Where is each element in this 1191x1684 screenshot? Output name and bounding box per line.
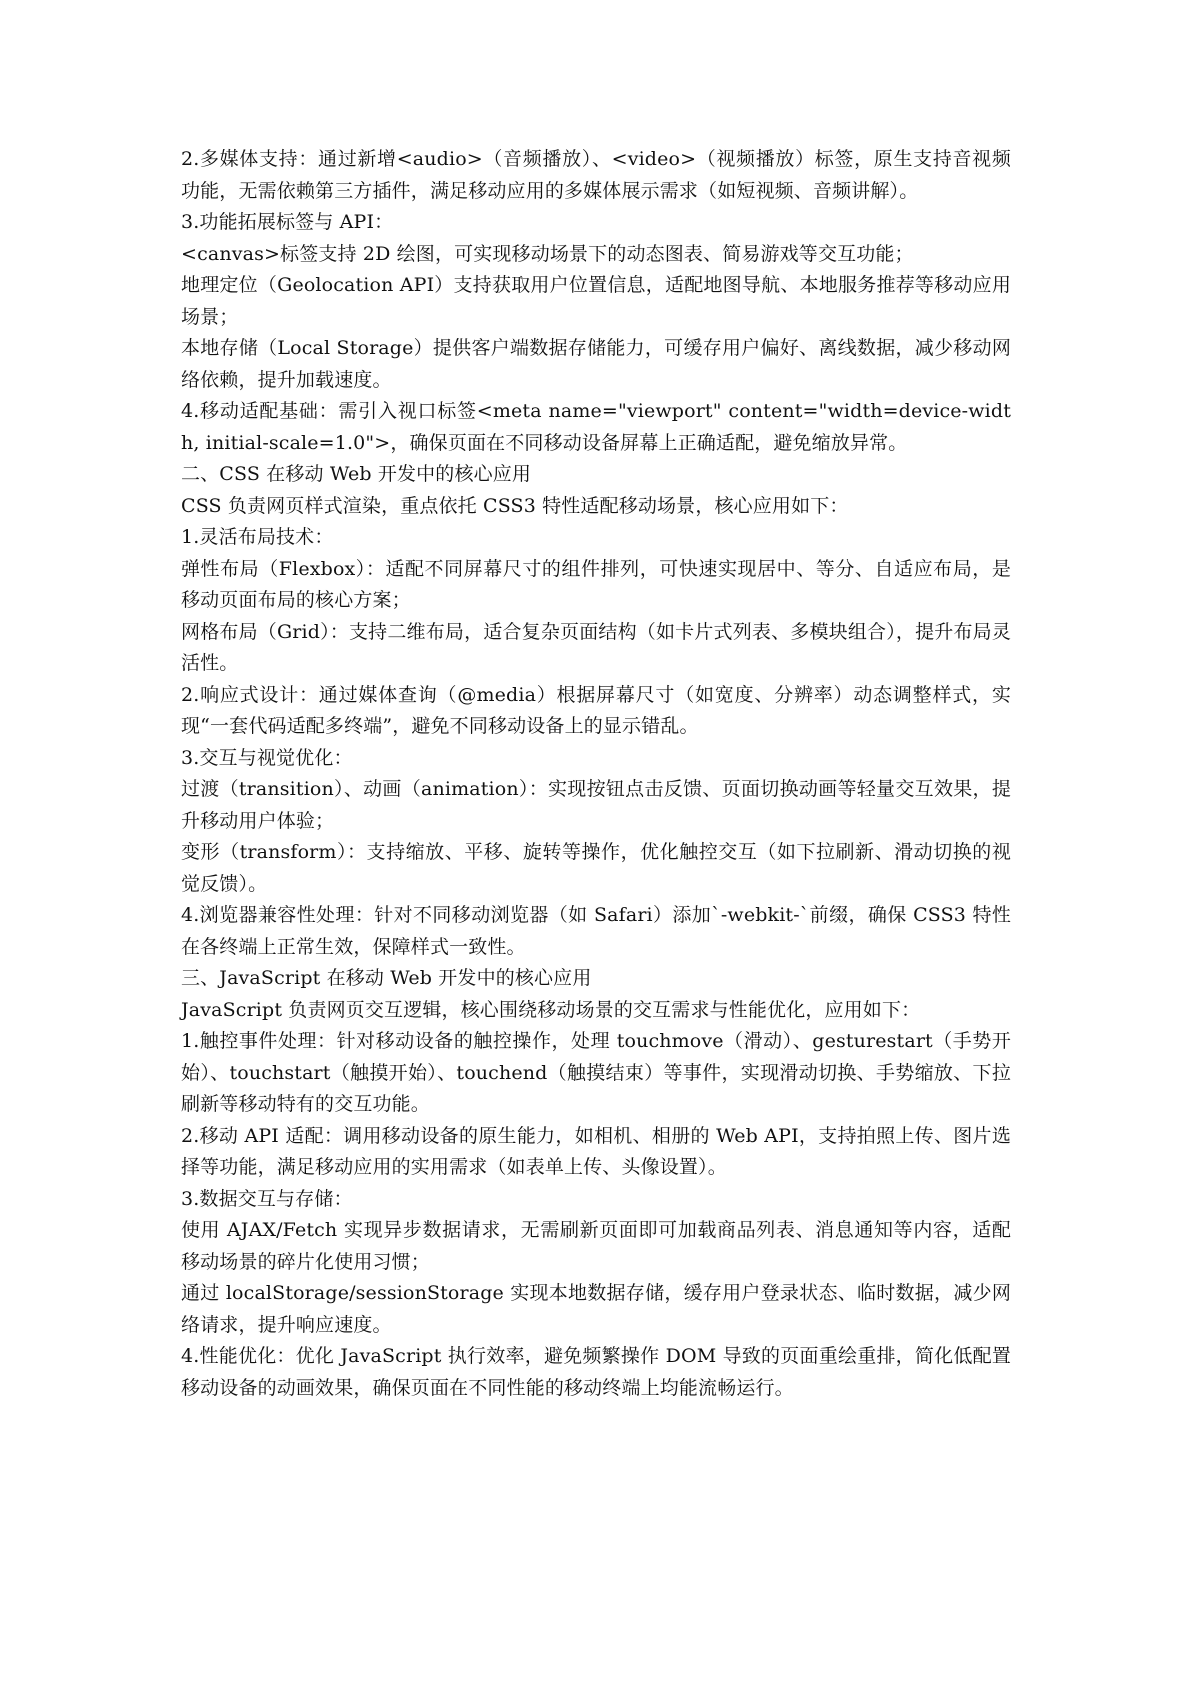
paragraph: 4.浏览器兼容性处理：针对不同移动浏览器（如 Safari）添加`-webkit-`前缀，确保 CSS3 特性在各终端上正常生效，保障样式一致性。 xyxy=(181,904,1011,958)
section-heading: 三、JavaScript 在移动 Web 开发中的核心应用 xyxy=(181,967,592,989)
paragraph: 本地存储（Local Storage）提供客户端数据存储能力，可缓存用户偏好、离线数据，减少移动网络依赖，提升加载速度。 xyxy=(181,337,1011,391)
paragraph: 弹性布局（Flexbox）：适配不同屏幕尺寸的组件排列，可快速实现居中、等分、自适应布局，是移动页面布局的核心方案； xyxy=(181,557,1011,611)
section-heading: 二、CSS 在移动 Web 开发中的核心应用 xyxy=(181,463,532,485)
paragraph: 1.触控事件处理：针对移动设备的触控操作，处理 touchmove（滑动）、gesturestart（手势开始）、touchstart（触摸开始）、touchend（触摸结束）等事件，实现滑动切换、手势缩放、下拉刷新等移动特有的交互功能。 xyxy=(181,1030,1011,1115)
paragraph: CSS 负责网页样式渲染，重点依托 CSS3 特性适配移动场景，核心应用如下： xyxy=(181,494,849,517)
paragraph: 2.响应式设计：通过媒体查询（@media）根据屏幕尺寸（如宽度、分辨率）动态调整样式，实现“一套代码适配多终端”，避免不同移动设备上的显示错乱。 xyxy=(181,683,1011,737)
paragraph: 3.数据交互与存储： xyxy=(181,1187,353,1210)
paragraph: 2.移动 API 适配：调用移动设备的原生能力，如相机、相册的 Web API，支持拍照上传、图片选择等功能，满足移动应用的实用需求（如表单上传、头像设置）。 xyxy=(181,1124,1011,1178)
paragraph: 1.灵活布局技术： xyxy=(181,526,334,548)
paragraph: 变形（transform）：支持缩放、平移、旋转等操作，优化触控交互（如下拉刷新、滑动切换的视觉反馈）。 xyxy=(181,841,1011,895)
paragraph: 3.功能拓展标签与 API： xyxy=(181,211,394,233)
paragraph: JavaScript 负责网页交互逻辑，核心围绕移动场景的交互需求与性能优化，应用如下： xyxy=(181,998,921,1021)
paragraph: 通过 localStorage/sessionStorage 实现本地数据存储，缓存用户登录状态、临时数据，减少网络请求，提升响应速度。 xyxy=(181,1282,1011,1336)
paragraph: 网格布局（Grid）：支持二维布局，适合复杂页面结构（如卡片式列表、多模块组合），提升布局灵活性。 xyxy=(181,620,1011,674)
document-body xyxy=(181,144,1011,1404)
paragraph: 4.性能优化：优化 JavaScript 执行效率，避免频繁操作 DOM 导致的页面重绘重排，简化低配置移动设备的动画效果，确保页面在不同性能的移动终端上均能流畅运行。 xyxy=(181,1345,1011,1399)
paragraph: 过渡（transition）、动画（animation）：实现按钮点击反馈、页面切换动画等轻量交互效果，提升移动用户体验； xyxy=(181,778,1011,832)
paragraph: 使用 AJAX/Fetch 实现异步数据请求，无需刷新页面即可加载商品列表、消息通知等内容，适配移动场景的碎片化使用习惯； xyxy=(181,1219,1011,1273)
paragraph: 地理定位（Geolocation API）支持获取用户位置信息，适配地图导航、本地服务推荐等移动应用场景； xyxy=(181,274,1011,328)
paragraph: 2.多媒体支持：通过新增<audio>（音频播放）、<video>（视频播放）标签，原生支持音视频功能，无需依赖第三方插件，满足移动应用的多媒体展示需求（如短视频、音频讲解）。 xyxy=(181,148,1011,202)
paragraph: 3.交互与视觉优化： xyxy=(181,746,353,769)
paragraph: 4.移动适配基础：需引入视口标签<meta name="viewport" content="width=device-width, initial-scale=1.0">，确保页面在不同移动设备屏幕上正确适配，避免缩放异常。 xyxy=(181,400,1011,454)
paragraph: <canvas>标签支持 2D 绘图，可实现移动场景下的动态图表、简易游戏等交互功能； xyxy=(181,242,914,265)
